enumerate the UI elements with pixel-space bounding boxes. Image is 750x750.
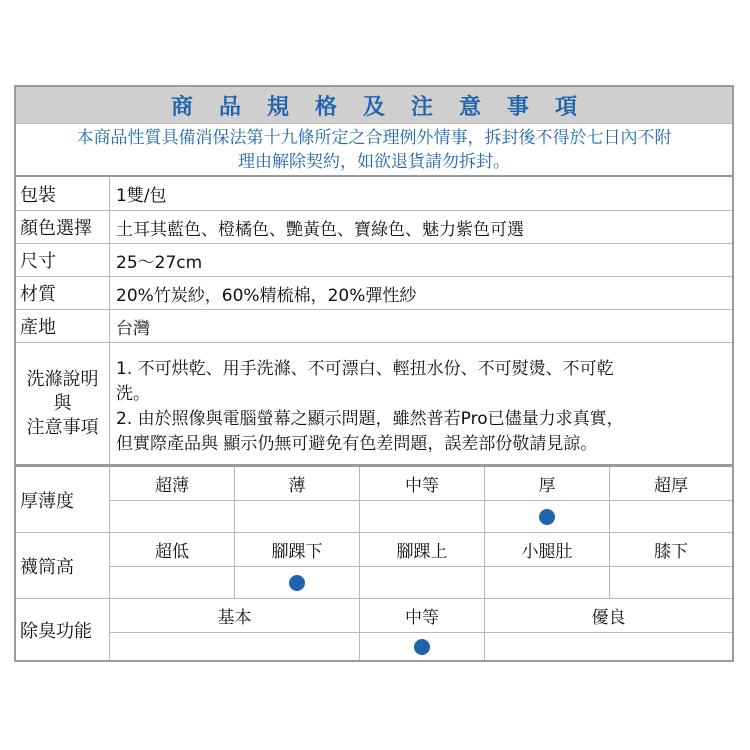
rating-option: 超低	[110, 533, 235, 566]
notice-line-1: 本商品性質具備消保法第十九條所定之合理例外情事，拆封後不得於七日內不附	[76, 128, 672, 148]
return-notice	[16, 123, 732, 177]
notice-line-2: 理由解除契約，如欲退貨請勿拆封。	[238, 152, 510, 172]
rating-row-deodorant	[16, 599, 732, 660]
spec-table	[14, 85, 734, 662]
spec-value	[116, 343, 728, 464]
wash-line-4: 但實際產品與 顯示仍無可避免有色差問題，誤差部份敬請見諒。	[116, 434, 598, 454]
rating-option: 膝下	[654, 542, 688, 562]
rating-label: 襪筒高	[16, 533, 110, 598]
spec-row-material	[16, 277, 732, 310]
rating-option: 超厚	[654, 476, 688, 496]
selected-dot-icon	[539, 509, 555, 525]
rating-cell	[110, 632, 360, 660]
spec-label: 材質	[16, 277, 110, 309]
rating-option: 厚	[485, 467, 610, 500]
rating-option: 腳踝下	[235, 533, 360, 566]
spec-label: 洗滌說明 與 注意事項	[16, 343, 110, 464]
rating-option: 腳踝上	[360, 533, 485, 566]
rating-cell	[485, 632, 732, 660]
spec-row-wash	[16, 343, 732, 464]
spec-value: 1雙/包	[116, 186, 167, 206]
rating-cell	[485, 500, 610, 532]
rating-row-height	[16, 533, 732, 599]
rating-label: 除臭功能	[16, 599, 110, 660]
rating-cell	[360, 632, 485, 660]
wash-line-1: 1. 不可烘乾、用手洗滌、不可漂白、輕扭水份、不可熨燙、不可乾	[116, 359, 614, 379]
rating-cell	[610, 500, 732, 532]
rating-option: 超薄	[110, 467, 235, 500]
rating-cell	[360, 500, 485, 532]
rating-option: 小腿肚	[485, 533, 610, 566]
rating-option: 優良	[591, 608, 626, 628]
rating-cell	[610, 566, 732, 598]
spec-label: 包裝	[16, 177, 110, 210]
rating-option: 中等	[360, 599, 485, 632]
rating-row-thickness	[16, 467, 732, 533]
rating-cell	[110, 500, 235, 532]
spec-label: 產地	[16, 310, 110, 342]
wash-line-3: 2. 由於照像與電腦螢幕之顯示問題，雖然普若Pro已儘量力求真實，	[116, 409, 624, 429]
selected-dot-icon	[414, 639, 430, 655]
wash-line-2: 洗。	[116, 384, 150, 404]
spec-row-colors	[16, 211, 732, 244]
rating-cell	[110, 566, 235, 598]
selected-dot-icon	[289, 575, 305, 591]
spec-label: 顏色選擇	[16, 211, 110, 243]
spec-label: 尺寸	[16, 244, 110, 276]
rating-cell	[235, 500, 360, 532]
spec-value: 土耳其藍色、橙橘色、艷黃色、寶綠色、魅力紫色可選	[116, 219, 524, 240]
rating-cell	[235, 566, 360, 598]
rating-option: 中等	[360, 467, 485, 500]
rating-option: 基本	[110, 599, 360, 632]
rating-cell	[360, 566, 485, 598]
spec-row-package	[16, 177, 732, 211]
spec-value: 台灣	[116, 318, 150, 339]
rating-label: 厚薄度	[16, 467, 110, 532]
spec-value: 25～27cm	[116, 252, 203, 273]
spec-value: 20%竹炭紗，60%精梳棉，20%彈性紗	[116, 285, 417, 306]
rating-option: 薄	[235, 467, 360, 500]
rating-cell	[485, 566, 610, 598]
table-title: 商品規格及注意事項	[16, 87, 732, 123]
spec-row-size	[16, 244, 732, 277]
spec-row-origin	[16, 310, 732, 343]
